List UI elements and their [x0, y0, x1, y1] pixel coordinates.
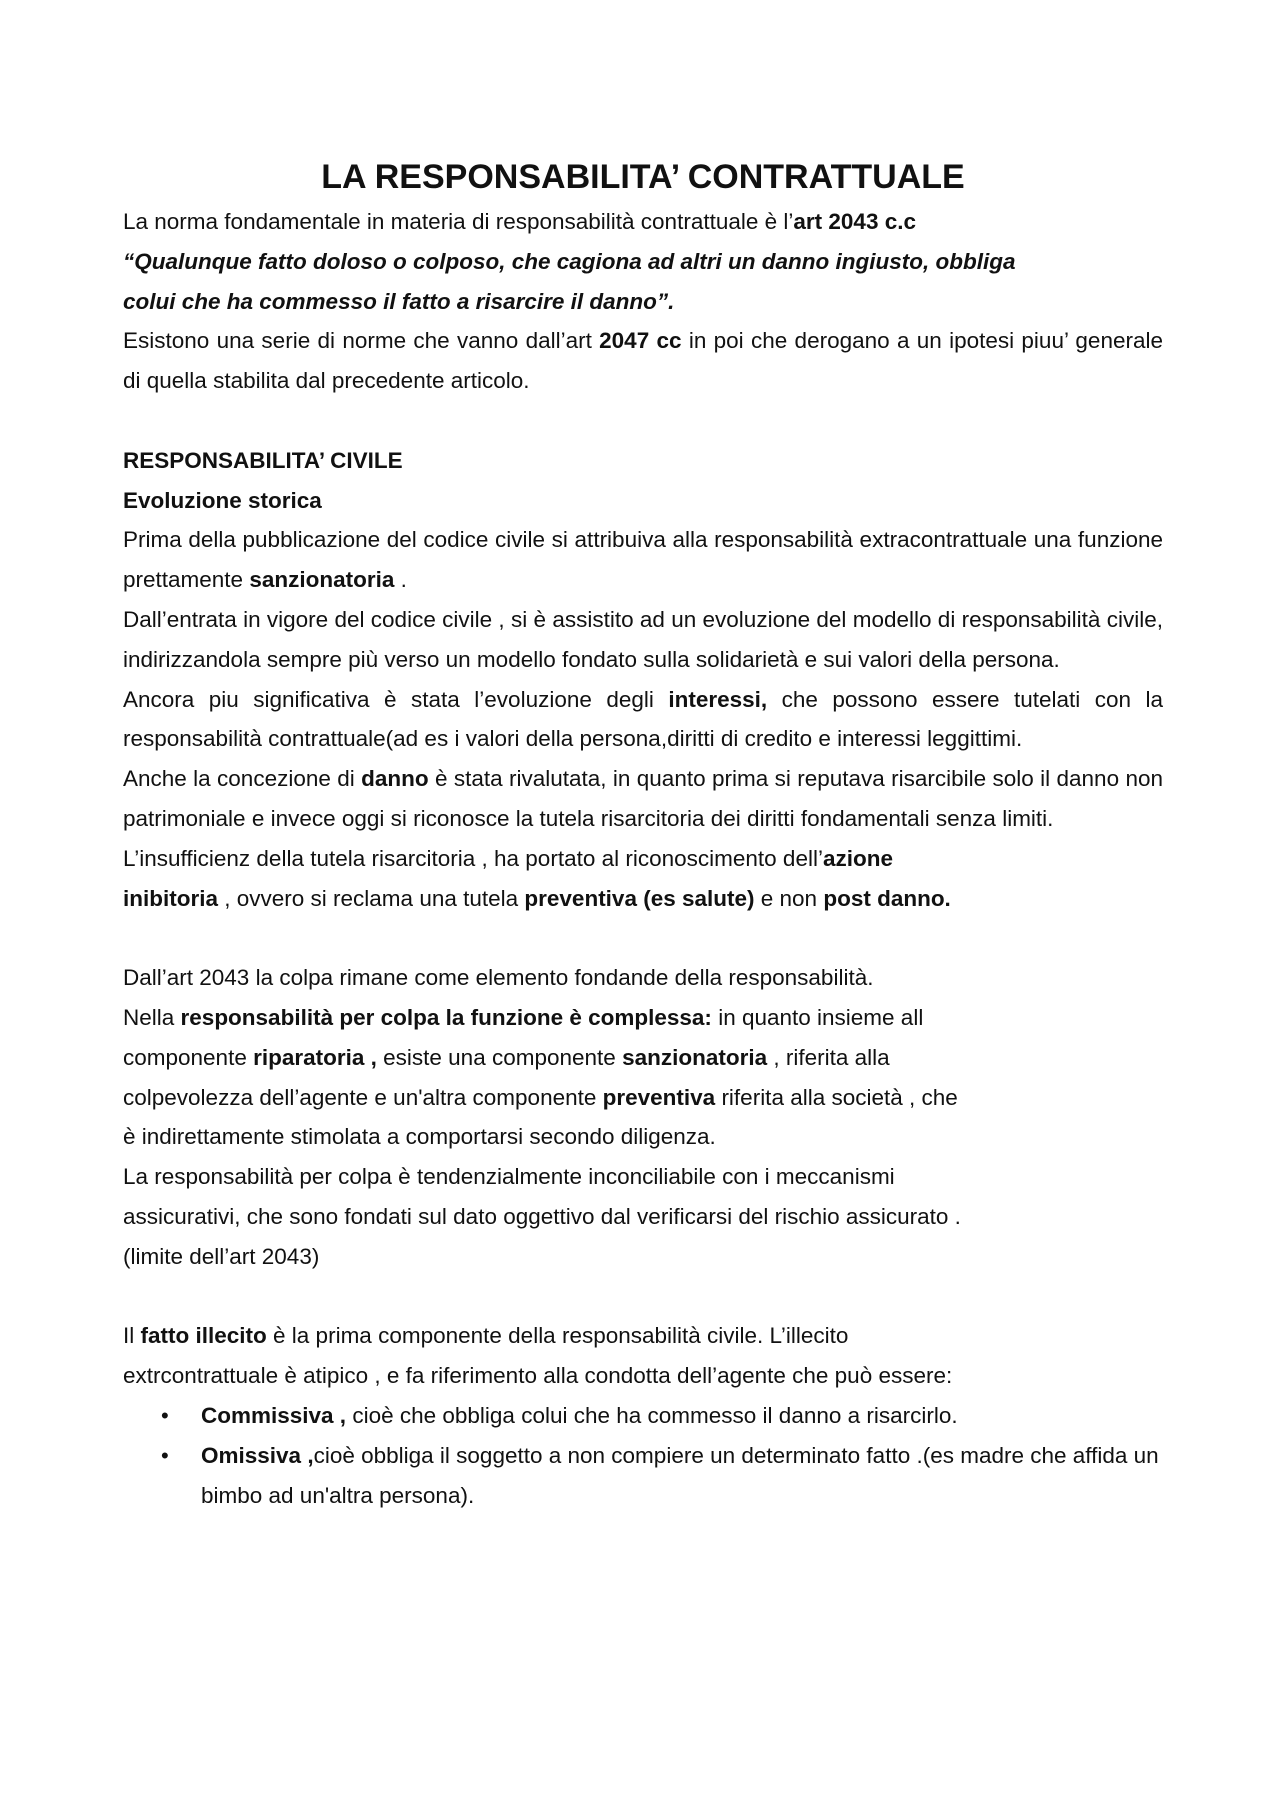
- text: colpevolezza dell’agente e un'altra componente: [123, 1084, 603, 1110]
- list-item: [161, 1396, 1163, 1436]
- spacer: [123, 918, 1163, 958]
- bold-text: interessi,: [668, 686, 768, 712]
- bold-text: riparatoria ,: [253, 1044, 377, 1070]
- text: in quanto insieme all: [711, 1004, 924, 1030]
- text: Ancora piu significativa è stata l’evoluzione degli: [123, 686, 669, 712]
- text: Il: [123, 1323, 141, 1349]
- document-page: [123, 152, 1163, 1515]
- bold-text: Omissiva ,: [201, 1442, 314, 1468]
- text: riferita alla società , che: [715, 1084, 958, 1110]
- intro-text-3: in poi che derogano a un ipotesi piuu’ generale di quella stabilita dal precedente articolo.: [123, 328, 1163, 394]
- text: è indirettamente stimolata a comportarsi secondo diligenza.: [123, 1124, 716, 1150]
- intro-article-ref: art 2043 c.c: [793, 209, 916, 234]
- text: L’insufficienz della tutela risarcitoria , ha portato al riconoscimento dell’: [123, 845, 823, 871]
- paragraph: Dall’entrata in vigore del codice civile , si è assistito ad un evoluzione del modello di responsabilità civile, indirizzandola sempre più verso un modello fondato sulla solidarietà e sui valori della persona.: [123, 606, 1163, 672]
- paragraph: Dall’art 2043 la colpa rimane come elemento fondande della responsabilità.: [123, 965, 874, 991]
- text: esiste una componente: [376, 1044, 623, 1070]
- text: Nella: [123, 1004, 181, 1030]
- text: che possono essere tutelati con la responsabilità contrattuale(ad es i valori della persona,diritti di credito e interessi leggittimi.: [123, 686, 1163, 752]
- paragraph: [123, 520, 1163, 600]
- bold-text: responsabilità per colpa la funzione è complessa:: [180, 1004, 712, 1030]
- text: (limite dell’art 2043): [123, 1243, 320, 1269]
- text: .: [394, 567, 407, 593]
- intro-text: La norma fondamentale in materia di responsabilità contrattuale è l’: [123, 209, 794, 234]
- text: extrcontrattuale è atipico , e fa riferimento alla condotta dell’agente che può essere:: [123, 1363, 953, 1389]
- paragraph: [123, 839, 1163, 919]
- intro-paragraph: [123, 321, 1163, 401]
- quote-line-1: “Qualunque fatto doloso o colposo, che cagiona ad altri un danno ingiusto, obbliga: [123, 248, 1016, 274]
- quote-line-2: colui che ha commesso il fatto a risarcire il danno”.: [123, 288, 675, 314]
- intro-text-2: Esistono una serie di norme che vanno dall’art: [123, 328, 600, 354]
- bullet-list: [123, 1396, 1163, 1515]
- spacer: [123, 1277, 1163, 1317]
- paragraph: [123, 1157, 1163, 1276]
- text: cioè obbliga il soggetto a non compiere un determinato fatto .(es madre che affida un bimbo ad un'altra persona).: [201, 1442, 1159, 1508]
- bold-text: post danno.: [823, 885, 951, 911]
- text: è stata rivalutata, in quanto prima si reputava risarcibile solo il danno non patrimoniale e invece oggi si riconosce la tutela risarcitoria dei diritti fondamentali senza limiti.: [123, 766, 1163, 831]
- paragraph: [123, 680, 1163, 760]
- text: componente: [123, 1044, 254, 1070]
- bold-text: fatto illecito: [140, 1323, 267, 1349]
- bullet-icon: •: [161, 1442, 169, 1468]
- bold-text: danno: [361, 766, 429, 792]
- section-subheading: Evoluzione storica: [123, 487, 322, 513]
- bold-text: Commissiva ,: [201, 1402, 347, 1428]
- bold-text: inibitoria: [123, 885, 218, 911]
- bold-text: azione: [822, 845, 893, 871]
- list-item: [161, 1436, 1163, 1516]
- bold-text: preventiva: [602, 1084, 716, 1110]
- intro-article-ref-2: 2047 cc: [599, 328, 682, 354]
- text: La responsabilità per colpa è tendenzialmente inconciliabile con i meccanismi: [123, 1164, 895, 1190]
- text: Anche la concezione di: [123, 766, 362, 792]
- spacer: [123, 401, 1163, 441]
- text: , riferita alla: [767, 1044, 890, 1070]
- text: cioè che obbliga colui che ha commesso il danno a risarcirlo.: [346, 1402, 958, 1428]
- text: e non: [754, 885, 824, 911]
- page-title: LA RESPONSABILITA’ CONTRATTUALE: [321, 158, 965, 196]
- paragraph: [123, 759, 1163, 839]
- text: è la prima componente della responsabilità civile. L’illecito: [266, 1323, 849, 1349]
- text: assicurativi, che sono fondati sul dato oggettivo dal verificarsi del rischio assicurato .: [123, 1203, 961, 1229]
- bold-text: sanzionatoria: [249, 567, 395, 593]
- section-heading: RESPONSABILITA’ CIVILE: [123, 447, 403, 473]
- paragraph: [123, 1316, 1163, 1396]
- paragraph: [123, 998, 1163, 1157]
- text: Prima della pubblicazione del codice civile si attribuiva alla responsabilità extracontrattuale una funzione prettamente: [123, 527, 1163, 593]
- bold-text: sanzionatoria: [622, 1044, 768, 1070]
- text: , ovvero si reclama una tutela: [218, 885, 525, 911]
- bullet-icon: •: [161, 1402, 169, 1428]
- intro-line: [123, 202, 1163, 242]
- bold-text: preventiva (es salute): [524, 885, 755, 911]
